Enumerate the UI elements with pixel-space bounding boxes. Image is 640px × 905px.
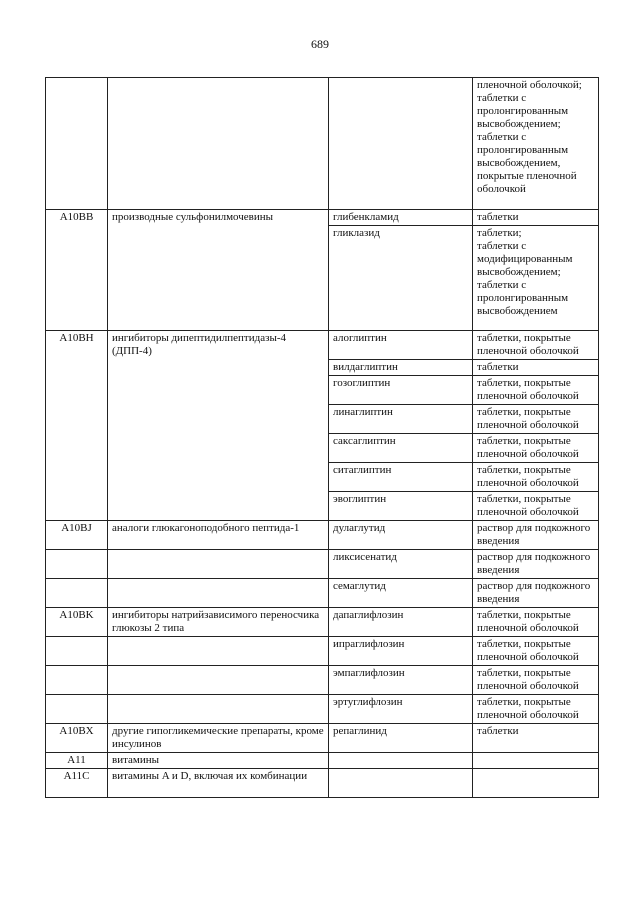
dosage-form-cell: таблетки	[473, 360, 599, 376]
drug-name-cell: саксаглиптин	[329, 434, 473, 463]
drug-name-cell: семаглутид	[329, 579, 473, 608]
group-name-cell	[108, 78, 329, 210]
drug-table	[45, 77, 599, 798]
dosage-form-cell: таблетки, покрытые пленочной оболочкой	[473, 666, 599, 695]
dosage-form-cell: раствор для подкожного введения	[473, 579, 599, 608]
drug-name-cell: дапаглифлозин	[329, 608, 473, 637]
group-name-cell	[108, 550, 329, 579]
atc-code-cell	[46, 637, 108, 666]
table-row	[46, 521, 599, 550]
table-row	[46, 666, 599, 695]
dosage-form-cell: таблетки, покрытые пленочной оболочкой	[473, 376, 599, 405]
drug-name-cell	[329, 78, 473, 210]
atc-code-cell: A10BH	[46, 331, 108, 521]
group-name-cell	[108, 695, 329, 724]
dosage-form-cell: таблетки, покрытые пленочной оболочкой	[473, 405, 599, 434]
dosage-form-cell: таблетки, покрытые пленочной оболочкой	[473, 434, 599, 463]
drug-name-cell: эмпаглифлозин	[329, 666, 473, 695]
group-name-cell: ингибиторы дипептидилпептидазы-4 (ДПП-4)	[108, 331, 329, 521]
drug-name-cell: гозоглиптин	[329, 376, 473, 405]
dosage-form-cell: таблетки	[473, 210, 599, 226]
atc-code-cell	[46, 550, 108, 579]
drug-name-cell: эвоглиптин	[329, 492, 473, 521]
atc-code-cell	[46, 579, 108, 608]
group-name-cell: аналоги глюкагоноподобного пептида-1	[108, 521, 329, 550]
dosage-form-cell: таблетки, покрытые пленочной оболочкой	[473, 608, 599, 637]
drug-name-cell	[329, 753, 473, 769]
atc-code-cell: A10BX	[46, 724, 108, 753]
dosage-form-cell: таблетки, покрытые пленочной оболочкой	[473, 463, 599, 492]
table-row	[46, 637, 599, 666]
group-name-cell: ингибиторы натрийзависимого переносчика глюкозы 2 типа	[108, 608, 329, 637]
group-name-cell: витамины A и D, включая их комбинации	[108, 769, 329, 798]
drug-name-cell: ипраглифлозин	[329, 637, 473, 666]
dosage-form-cell: раствор для подкожного введения	[473, 550, 599, 579]
dosage-form-cell	[473, 769, 599, 798]
atc-code-cell	[46, 666, 108, 695]
group-name-cell	[108, 637, 329, 666]
table-row	[46, 210, 599, 226]
dosage-form-cell: таблетки, покрытые пленочной оболочкой	[473, 637, 599, 666]
atc-code-cell	[46, 78, 108, 210]
dosage-form-cell: пленочной оболочкой; таблетки с пролонгированным высвобождением; таблетки с пролонгированным высвобождением, покрытые пленочной оболочкой	[473, 78, 599, 210]
table-row	[46, 550, 599, 579]
table-row	[46, 753, 599, 769]
drug-name-cell: гликлазид	[329, 226, 473, 331]
drug-name-cell: вилдаглиптин	[329, 360, 473, 376]
dosage-form-cell: таблетки, покрытые пленочной оболочкой	[473, 331, 599, 360]
dosage-form-cell: раствор для подкожного введения	[473, 521, 599, 550]
drug-name-cell: ситаглиптин	[329, 463, 473, 492]
atc-code-cell: A10BB	[46, 210, 108, 331]
atc-code-cell: A10BJ	[46, 521, 108, 550]
table-row	[46, 769, 599, 798]
drug-name-cell: репаглинид	[329, 724, 473, 753]
group-name-cell: другие гипогликемические препараты, кроме инсулинов	[108, 724, 329, 753]
drug-name-cell: ликсисенатид	[329, 550, 473, 579]
atc-code-cell: A11C	[46, 769, 108, 798]
page-number: 689	[311, 37, 329, 51]
table-row	[46, 695, 599, 724]
dosage-form-cell: таблетки, покрытые пленочной оболочкой	[473, 492, 599, 521]
table-row	[46, 608, 599, 637]
group-name-cell: производные сульфонилмочевины	[108, 210, 329, 331]
drug-name-cell: линаглиптин	[329, 405, 473, 434]
dosage-form-cell: таблетки, покрытые пленочной оболочкой	[473, 695, 599, 724]
drug-name-cell: дулаглутид	[329, 521, 473, 550]
dosage-form-cell: таблетки; таблетки с модифицированным высвобождением; таблетки с пролонгированным высвобождением	[473, 226, 599, 331]
atc-code-cell	[46, 695, 108, 724]
dosage-form-cell: таблетки	[473, 724, 599, 753]
table-row	[46, 579, 599, 608]
atc-code-cell: A11	[46, 753, 108, 769]
drug-name-cell: алоглиптин	[329, 331, 473, 360]
group-name-cell: витамины	[108, 753, 329, 769]
drug-name-cell	[329, 769, 473, 798]
atc-code-cell: A10BK	[46, 608, 108, 637]
table-row	[46, 78, 599, 210]
drug-name-cell: глибенкламид	[329, 210, 473, 226]
table-row	[46, 724, 599, 753]
table-row	[46, 331, 599, 360]
dosage-form-cell	[473, 753, 599, 769]
group-name-cell	[108, 666, 329, 695]
group-name-cell	[108, 579, 329, 608]
drug-name-cell: эртуглифлозин	[329, 695, 473, 724]
